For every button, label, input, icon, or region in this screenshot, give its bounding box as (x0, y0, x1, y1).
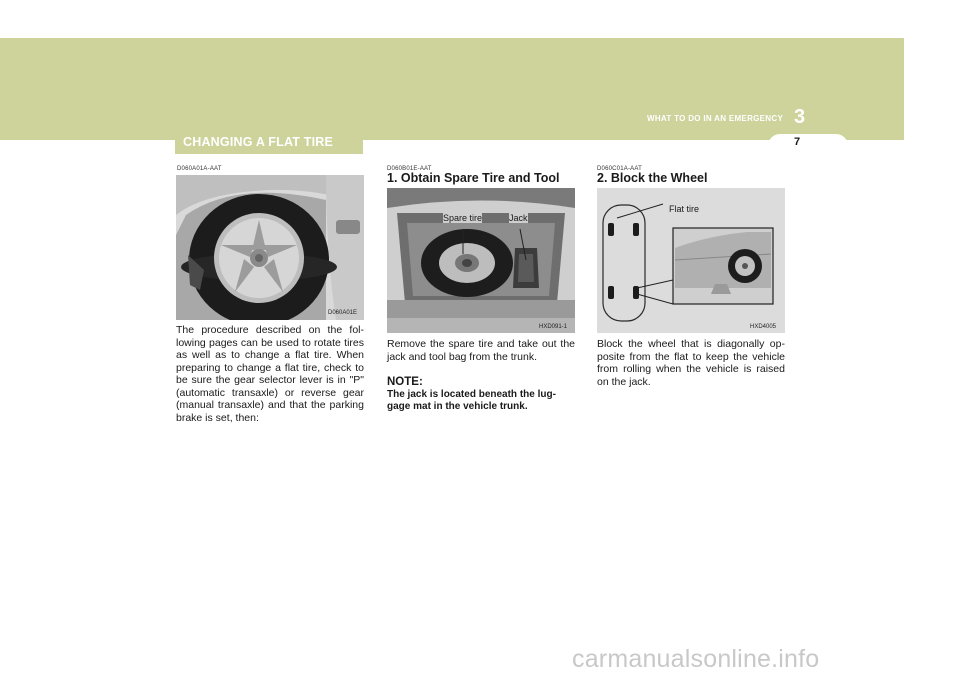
heading-block-wheel: 2. Block the Wheel (597, 171, 708, 185)
body-text-2: Remove the spare tire and take out the jack and tool bag from the trunk. (387, 338, 575, 363)
image-code-3: HXD4005 (750, 324, 777, 330)
callout-spare-tire: Spare tire (443, 213, 483, 223)
section-title: CHANGING A FLAT TIRE (183, 135, 334, 149)
block-wheel-diagram (597, 188, 785, 333)
trunk-illustration (387, 188, 575, 333)
chapter-title: WHAT TO DO IN AN EMERGENCY (647, 114, 784, 123)
section-code-3: D060C01A-AAT (597, 166, 642, 172)
callout-jack: Jack (509, 213, 528, 223)
section-code-2: D060B01E-AAT (387, 166, 432, 172)
header-band (0, 38, 904, 148)
image-code-2: HXD091-1 (539, 324, 568, 330)
trunk-photo (387, 188, 575, 333)
section-code-1: D060A01A-AAT (177, 166, 222, 172)
body-text-3: Block the wheel that is diagonally op- posite from the flat to keep the vehicle from rolling when the vehicle is raised on the jack. (597, 338, 785, 388)
page-number-tab (768, 134, 848, 154)
heading-obtain-spare: 1. Obtain Spare Tire and Tool (387, 171, 560, 185)
flat-tire-illustration (176, 175, 364, 320)
chapter-number: 3 (794, 106, 806, 128)
watermark: carmanualsonline.info (572, 645, 820, 673)
note-title: NOTE: (387, 376, 423, 388)
body-text-1: The procedure described on the fol- lowing pages can be used to rotate tires as well as to change a flat tire. When preparing to change a flat tire, check to be sure the gear selector lever is in "P" (automatic transaxle) or reverse gear (manual transaxle) and that the parking brake is set, then: (176, 324, 364, 424)
page-number: 7 (794, 136, 801, 148)
note-text: The jack is located beneath the lug- gage mat in the vehicle trunk. (387, 389, 556, 412)
callout-flat-tire: Flat tire (669, 204, 700, 214)
flat-tire-photo (176, 175, 364, 320)
image-code-1: D060A01E (328, 310, 358, 316)
